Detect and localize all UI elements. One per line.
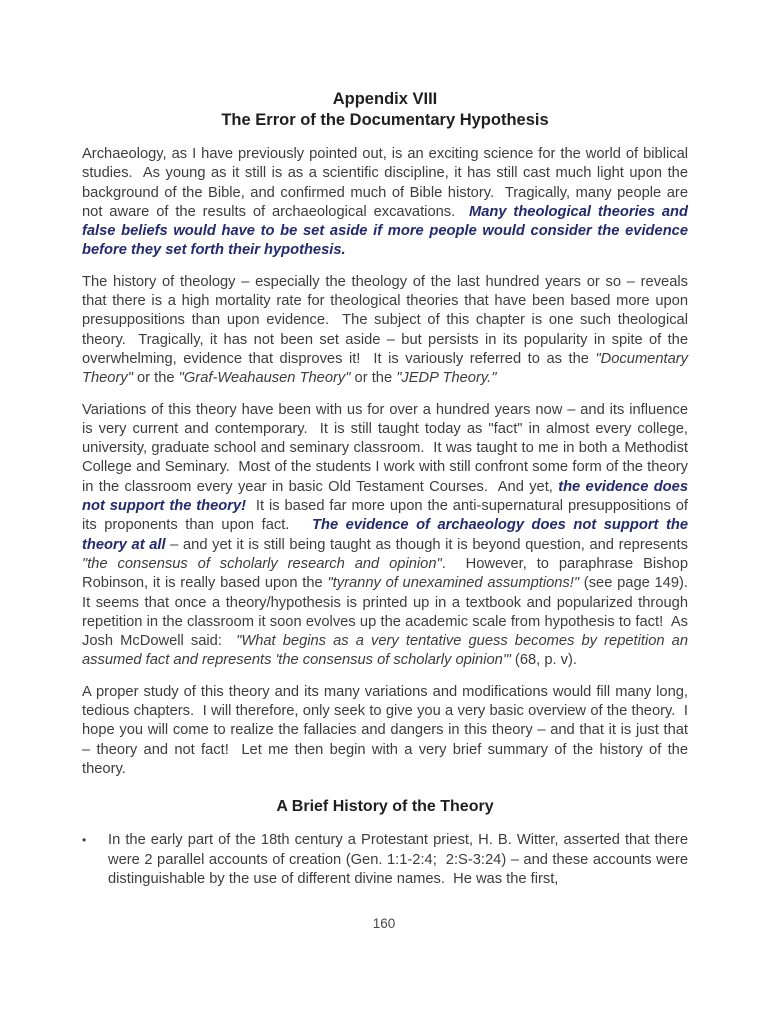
paragraph-history-of-theology: The history of theology – especially the theology of the last hundred years or so – reveals that there is a high mortality rate for theological theories that have been based more upon presuppositions than upon evidence. The subject of this chapter is one such theological theory. Tragically, it has not been set aside – but persists in its popularity in spite of the overwhelming, evidence that disproves it! It is variously referred to as the "Documentary Theory" or the "Graf-Weahausen Theory" or the "JEDP Theory."	[82, 273, 693, 387]
list-item-text: In the early part of the 18th century a Protestant priest, H. B. Witter, asserted that there were 2 parallel accounts of creation (Gen. 1:1-2:4; 2:S-3:24) – and these accounts were distinguishable by the use of different divine names. He was the first,	[108, 832, 693, 887]
section-heading: A Brief History of the Theory	[276, 798, 494, 816]
paragraph-proper-study: A proper study of this theory and its many variations and modifications would fill many long, tedious chapters. I will therefore, only seek to give you a very basic overview of the theory. I hope you will come to realize the fallacies and dangers in this theory – and that it is just that – theory and not fact! Let me then begin with a very brief summary of the history of the theory.	[82, 683, 693, 777]
paragraph-variations: Variations of this theory have been with us for over a hundred years now – and its influence is very current and contemporary. It is still taught today as "fact" in almost every college, university, graduate school and seminary classroom. It was taught to me in both a Methodist College and Seminary. Most of the students I work with still confront some form of the theory in the classroom every year in basic Old Testament Courses. And yet, the evidence does not support the theory! It is based far more upon the anti-supernatural presuppositions of its proponents than upon fact. The evidence of archaeology does not support the theory at all – and yet it is still being taught as though it is beyond question, and represents "the consensus of scholarly research and opinion". However, to paraphrase Bishop Robinson, it is really based upon the "tyranny of unexamined assumptions!" (see page 149). It seems that once a theory/hypothesis is printed up in a textbook and popularized through repetition in the classroom it soon evolves up the academic scale from hypothesis to fact! As Josh McDowell said: "What begins as a very tentative guess becomes by repetition an assumed fact and represents 'the consensus of scholarly opinion'" (68, p. v).	[82, 401, 697, 669]
page-number: 160	[372, 916, 396, 931]
page-content	[82, 0, 697, 889]
bullet-list	[82, 831, 693, 889]
list-item	[82, 831, 693, 889]
title-line-appendix: Appendix VIII	[332, 90, 438, 108]
paragraph-archaeology: Archaeology, as I have previously pointed out, is an exciting science for the world of biblical studies. As young as it still is as a scientific discipline, it has still cast much light upon the background of the Bible, and confirmed much of Bible history. Tragically, many people are not aware of the results of archaeological excavations. Many theological theories and false beliefs would have to be set aside if more people would consider the evidence before they set forth their hypothesis.	[82, 146, 693, 259]
bullet-icon: •	[82, 833, 87, 848]
title-line-subtitle: The Error of the Documentary Hypothesis	[221, 111, 549, 129]
document-title	[82, 89, 688, 131]
